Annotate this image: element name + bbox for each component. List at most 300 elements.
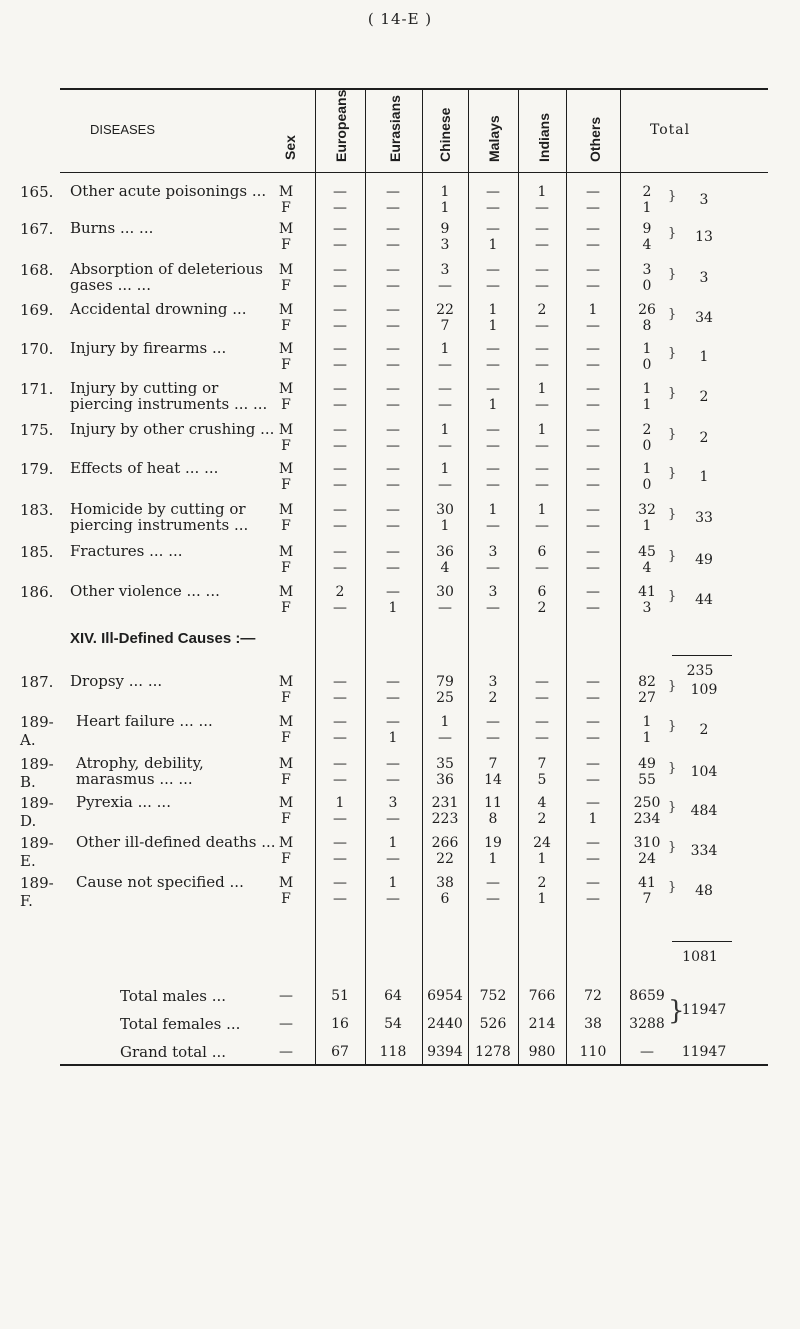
- data-cell: —: [333, 714, 347, 730]
- brace-glyph: }: [668, 427, 677, 442]
- data-cell: 7: [537, 756, 547, 772]
- data-cell: —: [535, 560, 549, 576]
- data-cell: —: [386, 357, 400, 373]
- data-cell: 2: [488, 690, 498, 706]
- data-cell: —: [333, 422, 347, 438]
- disease-name: Heart failure ... ...: [76, 712, 213, 730]
- data-cell: 9: [440, 221, 450, 237]
- data-cell: —: [333, 811, 347, 827]
- data-cell: —: [535, 690, 549, 706]
- data-cell: 1: [537, 422, 547, 438]
- data-cell: 234: [633, 811, 661, 827]
- row-number: 179.: [20, 460, 54, 478]
- summary-label: Total males ...: [120, 987, 227, 1005]
- data-cell: —: [486, 461, 500, 477]
- sex-cell: F: [281, 851, 291, 867]
- data-cell: 24: [638, 851, 656, 867]
- disease-name: Dropsy ... ...: [70, 672, 163, 690]
- col-rule: [566, 90, 567, 1065]
- summary-cell: 752: [479, 988, 507, 1004]
- data-cell: —: [333, 544, 347, 560]
- data-cell: 1: [537, 184, 547, 200]
- disease-name: Burns ... ...: [70, 219, 154, 237]
- data-cell: —: [586, 341, 600, 357]
- data-cell: —: [438, 600, 452, 616]
- sex-cell: M: [278, 502, 294, 518]
- data-cell: —: [333, 835, 347, 851]
- data-cell: —: [586, 422, 600, 438]
- data-cell: —: [386, 518, 400, 534]
- data-cell: —: [535, 397, 549, 413]
- data-cell: —: [586, 397, 600, 413]
- data-cell: —: [386, 221, 400, 237]
- data-cell: 1: [642, 518, 652, 534]
- data-cell: 7: [488, 756, 498, 772]
- sex-cell: F: [281, 200, 291, 216]
- data-cell: —: [486, 560, 500, 576]
- row-number: 185.: [20, 543, 54, 561]
- summary-cell: 110: [579, 1044, 607, 1060]
- data-cell: —: [333, 502, 347, 518]
- data-cell: 49: [638, 756, 656, 772]
- data-cell: —: [333, 756, 347, 772]
- data-cell: —: [386, 200, 400, 216]
- data-cell: —: [486, 278, 500, 294]
- data-cell: —: [386, 422, 400, 438]
- row-total: 48: [695, 883, 713, 899]
- sex-cell: F: [281, 690, 291, 706]
- data-cell: 1: [440, 341, 450, 357]
- disease-name: Cause not specified ...: [76, 873, 244, 891]
- sex-cell: M: [278, 835, 294, 851]
- brace-glyph: }: [668, 267, 677, 282]
- col-header-eurasians: Eurasians: [387, 95, 403, 162]
- col-header-malays: Malays: [486, 115, 502, 162]
- data-cell: —: [333, 461, 347, 477]
- row-total: 44: [695, 592, 713, 608]
- summary-cell: 526: [479, 1016, 507, 1032]
- row-total: 334: [690, 843, 718, 859]
- sex-cell: F: [281, 772, 291, 788]
- data-cell: 1: [440, 714, 450, 730]
- data-cell: 3: [440, 237, 450, 253]
- data-cell: 26: [638, 302, 656, 318]
- sex-cell: M: [278, 674, 294, 690]
- col-rule: [468, 90, 469, 1065]
- row-total: 13: [695, 229, 713, 245]
- brace-glyph: }: [668, 189, 677, 204]
- data-cell: 6: [537, 584, 547, 600]
- data-cell: 1: [440, 184, 450, 200]
- row-number: 168.: [20, 261, 54, 279]
- data-cell: —: [535, 438, 549, 454]
- data-cell: —: [586, 600, 600, 616]
- data-cell: 0: [642, 357, 652, 373]
- data-cell: —: [333, 851, 347, 867]
- data-cell: —: [333, 341, 347, 357]
- data-cell: —: [386, 690, 400, 706]
- data-cell: —: [535, 674, 549, 690]
- data-cell: 36: [436, 544, 454, 560]
- data-cell: 231: [431, 795, 459, 811]
- brace-glyph: }: [668, 466, 677, 481]
- summary-cell: 51: [331, 988, 349, 1004]
- row-number: 175.: [20, 421, 54, 439]
- data-cell: 2: [537, 875, 547, 891]
- summary-cell: 9394: [427, 1044, 463, 1060]
- row-number: 187.: [20, 673, 54, 691]
- data-cell: —: [586, 851, 600, 867]
- summary-cell: —: [279, 1016, 293, 1032]
- data-cell: —: [386, 851, 400, 867]
- data-cell: 38: [436, 875, 454, 891]
- data-cell: 30: [436, 584, 454, 600]
- brace-glyph: }: [668, 679, 677, 694]
- summary-cell: 980: [528, 1044, 556, 1060]
- data-cell: 19: [484, 835, 502, 851]
- data-cell: 25: [436, 690, 454, 706]
- data-cell: —: [386, 461, 400, 477]
- data-cell: —: [586, 544, 600, 560]
- row-number: 170.: [20, 340, 54, 358]
- data-cell: —: [333, 891, 347, 907]
- data-cell: —: [333, 730, 347, 746]
- row-total: 3: [699, 270, 709, 286]
- sex-cell: M: [278, 302, 294, 318]
- summary-cell: 38: [584, 1016, 602, 1032]
- sex-cell: F: [281, 730, 291, 746]
- data-cell: 1: [388, 835, 398, 851]
- data-cell: —: [535, 477, 549, 493]
- data-cell: —: [535, 714, 549, 730]
- summary-cell: 54: [384, 1016, 402, 1032]
- disease-name: Other ill-defined deaths ...: [76, 833, 276, 851]
- data-cell: 5: [537, 772, 547, 788]
- col-rule: [365, 90, 366, 1065]
- brace-glyph: }: [668, 880, 677, 895]
- summary-cell: 118: [379, 1044, 407, 1060]
- data-cell: —: [333, 690, 347, 706]
- data-cell: —: [486, 341, 500, 357]
- data-cell: 14: [484, 772, 502, 788]
- col-header-europeans: Europeans: [333, 89, 349, 162]
- data-cell: —: [586, 237, 600, 253]
- sex-cell: F: [281, 600, 291, 616]
- data-cell: —: [386, 756, 400, 772]
- disease-name: Injury by firearms ...: [70, 339, 227, 357]
- data-cell: —: [586, 875, 600, 891]
- data-cell: —: [535, 357, 549, 373]
- data-cell: 1: [335, 795, 345, 811]
- data-cell: 2: [642, 184, 652, 200]
- summary-cell: —: [279, 988, 293, 1004]
- section-subtotal: 235: [686, 663, 714, 679]
- row-number: 189-B.: [20, 755, 54, 791]
- brace-glyph: }: [668, 507, 677, 522]
- col-rule: [422, 90, 423, 1065]
- data-cell: 4: [642, 560, 652, 576]
- data-cell: —: [333, 200, 347, 216]
- data-cell: —: [333, 237, 347, 253]
- col-header-indians: Indians: [536, 112, 552, 162]
- brace-glyph: }: [668, 307, 677, 322]
- data-cell: —: [333, 674, 347, 690]
- row-number: 189-D.: [20, 794, 54, 830]
- data-cell: —: [333, 518, 347, 534]
- data-cell: 1: [642, 461, 652, 477]
- data-cell: 1: [440, 461, 450, 477]
- col-header-sex: Sex: [282, 135, 298, 160]
- data-cell: 1: [488, 237, 498, 253]
- data-cell: 1: [642, 200, 652, 216]
- data-cell: 3: [642, 262, 652, 278]
- row-number: 165.: [20, 183, 54, 201]
- sex-cell: M: [278, 381, 294, 397]
- data-cell: 6: [440, 891, 450, 907]
- data-cell: 7: [642, 891, 652, 907]
- data-cell: 36: [436, 772, 454, 788]
- disease-name: Other violence ... ...: [70, 582, 220, 600]
- data-cell: 1: [642, 381, 652, 397]
- data-cell: —: [333, 357, 347, 373]
- data-cell: 9: [642, 221, 652, 237]
- data-cell: —: [386, 397, 400, 413]
- data-cell: 55: [638, 772, 656, 788]
- grand-total-value: 11947: [681, 1044, 727, 1060]
- data-cell: —: [486, 730, 500, 746]
- sex-cell: F: [281, 477, 291, 493]
- data-cell: 1: [588, 302, 598, 318]
- data-cell: 310: [633, 835, 661, 851]
- brace-glyph: }: [668, 800, 677, 815]
- row-total: 34: [695, 310, 713, 326]
- data-cell: —: [535, 730, 549, 746]
- data-cell: —: [586, 518, 600, 534]
- row-total: 1: [699, 469, 709, 485]
- row-number: 189-F.: [20, 874, 54, 910]
- data-cell: —: [333, 477, 347, 493]
- data-cell: 3: [488, 674, 498, 690]
- data-cell: 8: [642, 318, 652, 334]
- summary-label: Total females ...: [120, 1015, 241, 1033]
- data-cell: 1: [537, 851, 547, 867]
- sex-cell: M: [278, 422, 294, 438]
- row-number: 189-E.: [20, 834, 54, 870]
- top-rule: [60, 88, 768, 90]
- data-cell: —: [486, 600, 500, 616]
- disease-name: Fractures ... ...: [70, 542, 183, 560]
- summary-cell: 6954: [427, 988, 463, 1004]
- disease-name: Injury by cutting or piercing instruments ... ...: [70, 379, 268, 413]
- data-cell: 0: [642, 477, 652, 493]
- col-rule: [620, 90, 621, 1065]
- data-cell: 27: [638, 690, 656, 706]
- data-cell: —: [386, 544, 400, 560]
- sex-cell: M: [278, 461, 294, 477]
- data-cell: 1: [642, 730, 652, 746]
- data-cell: —: [438, 278, 452, 294]
- data-cell: —: [486, 714, 500, 730]
- data-cell: —: [438, 438, 452, 454]
- data-cell: 3: [440, 262, 450, 278]
- row-number: 171.: [20, 380, 54, 398]
- data-cell: —: [333, 302, 347, 318]
- sex-cell: F: [281, 560, 291, 576]
- row-total: 3: [699, 192, 709, 208]
- data-cell: 41: [638, 875, 656, 891]
- data-cell: 250: [633, 795, 661, 811]
- col-header-chinese: Chinese: [437, 107, 453, 162]
- data-cell: 2: [537, 302, 547, 318]
- sex-cell: F: [281, 237, 291, 253]
- sex-cell: M: [278, 221, 294, 237]
- data-cell: —: [386, 772, 400, 788]
- data-cell: 1: [537, 502, 547, 518]
- summary-label: Grand total ...: [120, 1043, 227, 1061]
- data-cell: —: [486, 381, 500, 397]
- data-cell: 1: [440, 422, 450, 438]
- sex-cell: F: [281, 891, 291, 907]
- data-cell: 2: [537, 600, 547, 616]
- page-label: ( 14-E ): [367, 10, 433, 28]
- data-cell: —: [333, 184, 347, 200]
- data-cell: 1: [388, 600, 398, 616]
- data-cell: 0: [642, 278, 652, 294]
- col-rule: [315, 90, 316, 1065]
- data-cell: —: [535, 518, 549, 534]
- data-cell: —: [486, 438, 500, 454]
- data-cell: —: [386, 502, 400, 518]
- data-cell: 35: [436, 756, 454, 772]
- data-cell: —: [586, 584, 600, 600]
- data-cell: —: [586, 795, 600, 811]
- data-cell: —: [386, 302, 400, 318]
- sex-cell: F: [281, 518, 291, 534]
- summary-cell: 2440: [427, 1016, 463, 1032]
- data-cell: 32: [638, 502, 656, 518]
- row-total: 109: [690, 682, 718, 698]
- sex-cell: F: [281, 357, 291, 373]
- data-cell: —: [586, 200, 600, 216]
- data-cell: 3: [388, 795, 398, 811]
- data-cell: —: [438, 381, 452, 397]
- data-cell: —: [333, 438, 347, 454]
- data-cell: 1: [588, 811, 598, 827]
- row-total: 49: [695, 552, 713, 568]
- subtotal-rule: [672, 941, 732, 942]
- brace-glyph: }: [668, 386, 677, 401]
- data-cell: —: [535, 262, 549, 278]
- disease-name: Pyrexia ... ...: [76, 793, 171, 811]
- col-header-others: Others: [587, 116, 603, 162]
- data-cell: —: [586, 477, 600, 493]
- sex-cell: F: [281, 318, 291, 334]
- data-cell: 4: [440, 560, 450, 576]
- data-cell: 79: [436, 674, 454, 690]
- sex-cell: M: [278, 544, 294, 560]
- row-total: 1: [699, 349, 709, 365]
- sex-cell: M: [278, 714, 294, 730]
- data-cell: —: [586, 221, 600, 237]
- row-number: 167.: [20, 220, 54, 238]
- data-cell: —: [586, 835, 600, 851]
- data-cell: 1: [642, 341, 652, 357]
- data-cell: —: [535, 221, 549, 237]
- data-cell: —: [333, 262, 347, 278]
- data-cell: 1: [440, 200, 450, 216]
- data-cell: —: [386, 438, 400, 454]
- data-cell: —: [333, 560, 347, 576]
- brace-glyph: }: [668, 840, 677, 855]
- data-cell: —: [586, 714, 600, 730]
- data-cell: —: [386, 341, 400, 357]
- data-cell: —: [438, 357, 452, 373]
- data-cell: 1: [488, 502, 498, 518]
- row-total: 2: [699, 389, 709, 405]
- data-cell: —: [333, 221, 347, 237]
- summary-cell: 8659: [629, 988, 665, 1004]
- summary-cell: —: [279, 1044, 293, 1060]
- data-cell: 1: [488, 302, 498, 318]
- brace-glyph: }: [668, 719, 677, 734]
- data-cell: 1: [488, 397, 498, 413]
- data-cell: 6: [537, 544, 547, 560]
- data-cell: 4: [642, 237, 652, 253]
- brace-glyph: }: [668, 589, 677, 604]
- summary-cell: —: [640, 1044, 654, 1060]
- data-cell: —: [486, 477, 500, 493]
- sex-cell: F: [281, 811, 291, 827]
- data-cell: —: [586, 262, 600, 278]
- row-number: 186.: [20, 583, 54, 601]
- data-cell: 82: [638, 674, 656, 690]
- data-cell: —: [586, 756, 600, 772]
- row-total: 484: [690, 803, 718, 819]
- sex-cell: M: [278, 875, 294, 891]
- disease-name: Other acute poisonings ...: [70, 182, 267, 200]
- data-cell: —: [486, 518, 500, 534]
- data-cell: —: [586, 357, 600, 373]
- data-cell: —: [586, 278, 600, 294]
- sex-cell: M: [278, 584, 294, 600]
- data-cell: —: [386, 237, 400, 253]
- data-cell: 1: [488, 318, 498, 334]
- data-cell: —: [438, 397, 452, 413]
- row-number: 189-A.: [20, 713, 54, 749]
- data-cell: —: [486, 357, 500, 373]
- data-cell: 2: [537, 811, 547, 827]
- data-cell: 22: [436, 851, 454, 867]
- row-total: 2: [699, 722, 709, 738]
- data-cell: —: [586, 690, 600, 706]
- brace-glyph: }: [668, 346, 677, 361]
- data-cell: 24: [533, 835, 551, 851]
- data-cell: —: [535, 461, 549, 477]
- data-cell: —: [333, 600, 347, 616]
- data-cell: 8: [488, 811, 498, 827]
- disease-name: Absorption of deleterious gases ... ...: [70, 260, 263, 294]
- row-number: 183.: [20, 501, 54, 519]
- sex-cell: M: [278, 795, 294, 811]
- disease-name: Accidental drowning ...: [70, 300, 247, 318]
- data-cell: —: [438, 477, 452, 493]
- data-cell: —: [486, 422, 500, 438]
- data-cell: 45: [638, 544, 656, 560]
- section-subtotal: 1081: [682, 949, 718, 965]
- section-title: XIV. Ill-Defined Causes :—: [70, 630, 256, 647]
- data-cell: —: [586, 891, 600, 907]
- row-number: 169.: [20, 301, 54, 319]
